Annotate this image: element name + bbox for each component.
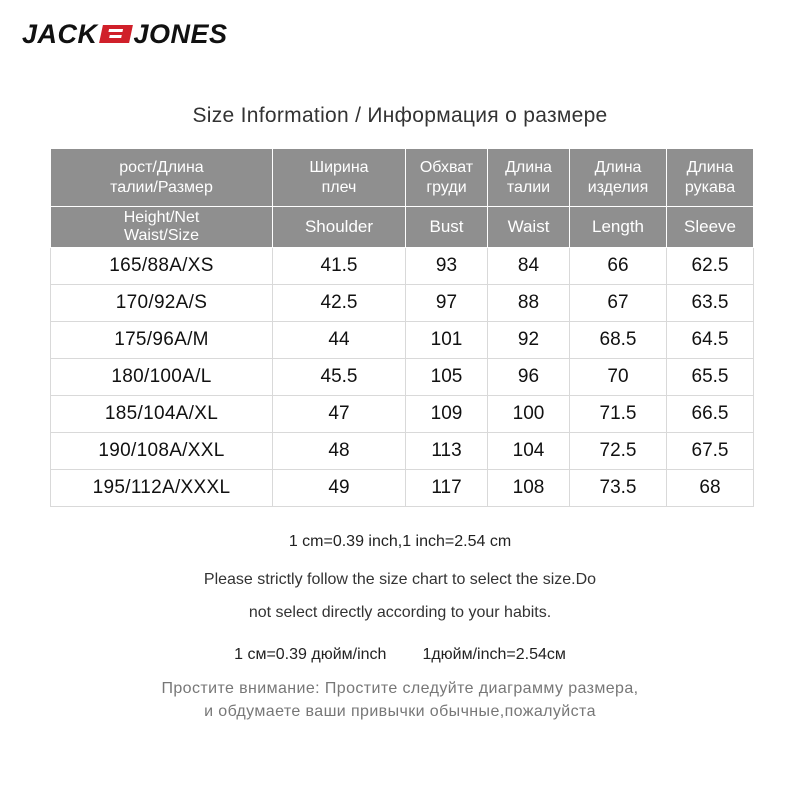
sleeve-cell: 66.5	[667, 396, 754, 433]
brand-logo	[22, 14, 228, 54]
header-row-russian	[51, 149, 754, 207]
bust-cell: 93	[406, 248, 488, 285]
shoulder-cell: 49	[273, 470, 406, 507]
header-cell: Обхват груди	[406, 149, 488, 207]
table-row	[51, 396, 754, 433]
table-row	[51, 285, 754, 322]
shoulder-cell: 44	[273, 322, 406, 359]
header-cell: рост/Длина талии/Размер	[51, 149, 273, 207]
brand-mark-icon	[99, 25, 133, 43]
shoulder-cell: 47	[273, 396, 406, 433]
header-cell: Длина талии	[488, 149, 570, 207]
unit-conversion-russian	[0, 646, 800, 664]
header-cell: Длина изделия	[570, 149, 667, 207]
unit-conversion-english: 1 cm=0.39 inch,1 inch=2.54 cm	[288, 533, 512, 550]
brand-logo-left: JACK	[22, 18, 98, 49]
size-cell: 190/108A/XXL	[51, 433, 273, 470]
table-row	[51, 248, 754, 285]
size-advice-line-2: not select directly according to your habits.	[248, 604, 552, 621]
size-cell: 185/104A/XL	[51, 396, 273, 433]
header-row-english	[51, 207, 754, 248]
waist-cell: 108	[488, 470, 570, 507]
bust-cell: 117	[406, 470, 488, 507]
length-cell: 66	[570, 248, 667, 285]
shoulder-cell: 48	[273, 433, 406, 470]
size-advice-line-1: Please strictly follow the size chart to select the size.Do	[203, 571, 597, 588]
size-cell: 195/112A/XXXL	[51, 470, 273, 507]
brand-logo-right: JONES	[133, 18, 228, 49]
sleeve-cell: 63.5	[667, 285, 754, 322]
conversion-cm-to-inch: 1 см=0.39 дюйм/inch	[234, 646, 387, 663]
conversion-inch-to-cm: 1дюйм/inch=2.54см	[422, 646, 566, 663]
size-table	[50, 148, 754, 507]
bust-cell: 101	[406, 322, 488, 359]
waist-cell: 88	[488, 285, 570, 322]
length-cell: 68.5	[570, 322, 667, 359]
shoulder-cell: 41.5	[273, 248, 406, 285]
waist-cell: 84	[488, 248, 570, 285]
header-cell: Sleeve	[667, 207, 754, 248]
sleeve-cell: 62.5	[667, 248, 754, 285]
header-cell: Длина рукава	[667, 149, 754, 207]
size-cell: 175/96A/M	[51, 322, 273, 359]
size-cell: 170/92A/S	[51, 285, 273, 322]
size-advice-russian-line-2: и обдумаете ваши привычки обычные,пожалуйста	[204, 703, 596, 720]
sleeve-cell: 68	[667, 470, 754, 507]
table-row	[51, 433, 754, 470]
page-title: Size Information / Информация о размере	[192, 104, 608, 127]
length-cell: 73.5	[570, 470, 667, 507]
shoulder-cell: 45.5	[273, 359, 406, 396]
bust-cell: 97	[406, 285, 488, 322]
length-cell: 70	[570, 359, 667, 396]
sleeve-cell: 65.5	[667, 359, 754, 396]
size-cell: 180/100A/L	[51, 359, 273, 396]
bust-cell: 109	[406, 396, 488, 433]
header-cell: Height/Net Waist/Size	[51, 207, 273, 248]
length-cell: 72.5	[570, 433, 667, 470]
table-row	[51, 322, 754, 359]
waist-cell: 96	[488, 359, 570, 396]
header-cell: Length	[570, 207, 667, 248]
header-cell: Bust	[406, 207, 488, 248]
shoulder-cell: 42.5	[273, 285, 406, 322]
waist-cell: 92	[488, 322, 570, 359]
size-cell: 165/88A/XS	[51, 248, 273, 285]
header-cell: Ширина плеч	[273, 149, 406, 207]
sleeve-cell: 67.5	[667, 433, 754, 470]
table-row	[51, 359, 754, 396]
table-row	[51, 470, 754, 507]
waist-cell: 100	[488, 396, 570, 433]
length-cell: 71.5	[570, 396, 667, 433]
bust-cell: 113	[406, 433, 488, 470]
bust-cell: 105	[406, 359, 488, 396]
size-advice-russian-line-1: Простите внимание: Простите следуйте диаграмму размера,	[161, 680, 639, 697]
waist-cell: 104	[488, 433, 570, 470]
length-cell: 67	[570, 285, 667, 322]
header-cell: Waist	[488, 207, 570, 248]
sleeve-cell: 64.5	[667, 322, 754, 359]
header-cell: Shoulder	[273, 207, 406, 248]
